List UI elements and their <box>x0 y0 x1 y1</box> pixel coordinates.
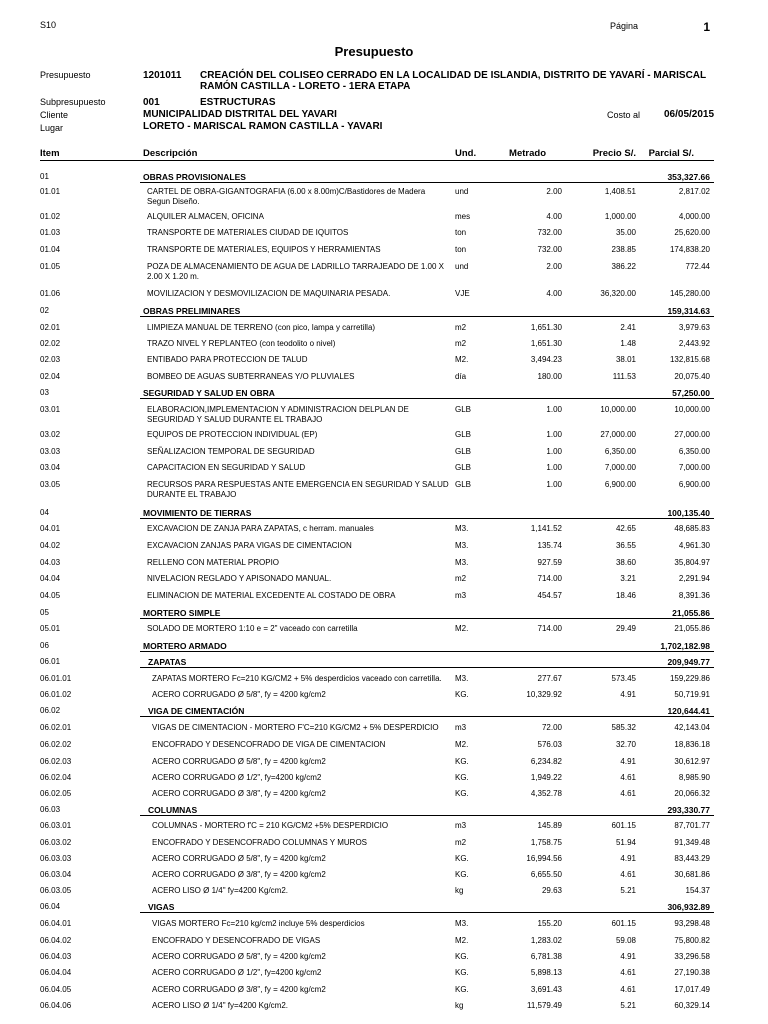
cell-item: 01.02 <box>40 212 61 221</box>
cell-precio: 238.85 <box>611 245 636 254</box>
cell-item: 06.04.04 <box>40 968 72 977</box>
cell-item: 03.01 <box>40 405 61 414</box>
cell-item: 06.01 <box>40 657 61 666</box>
cell-item: 06.03.02 <box>40 838 72 847</box>
cell-descripcion: VIGAS <box>148 902 175 912</box>
cell-descripcion: ACERO CORRUGADO Ø 5/8", fy = 4200 kg/cm2 <box>152 690 326 699</box>
cell-parcial: 174,838.20 <box>669 245 710 254</box>
cell-precio: 36.55 <box>615 541 636 550</box>
cell-descripcion: ACERO CORRUGADO Ø 3/8", fy = 4200 kg/cm2 <box>152 985 326 994</box>
cell-metrado: 180.00 <box>537 372 562 381</box>
cell-descripcion: NIVELACION REGLADO Y APISONADO MANUAL. <box>147 574 332 583</box>
cell-item: 06.03.03 <box>40 854 72 863</box>
group-underline <box>140 815 714 816</box>
cell-metrado: 5,898.13 <box>530 968 562 977</box>
cell-item: 05 <box>40 608 49 617</box>
cell-item: 06 <box>40 641 49 650</box>
cell-metrado: 16,994.56 <box>526 854 562 863</box>
cell-und: m3 <box>455 723 467 732</box>
cell-metrado: 2.00 <box>546 262 562 271</box>
cell-metrado: 155.20 <box>537 919 562 928</box>
cell-descripcion: EQUIPOS DE PROTECCION INDIVIDUAL (EP) <box>147 430 318 439</box>
column-header-descripcion: Descripción <box>143 148 198 159</box>
column-header-precio: Precio S/. <box>592 148 636 159</box>
cell-descripcion: TRANSPORTE DE MATERIALES CIUDAD DE IQUITOS <box>147 228 349 237</box>
column-header-item: Item <box>40 148 60 159</box>
cell-und: m2 <box>455 339 467 348</box>
group-underline <box>140 182 714 183</box>
cell-item: 03.02 <box>40 430 61 439</box>
cell-precio: 4.61 <box>620 968 636 977</box>
cell-item: 02 <box>40 306 49 315</box>
cell-und: M2. <box>455 355 469 364</box>
cell-parcial: 293,330.77 <box>667 805 710 815</box>
cell-precio: 29.49 <box>615 624 636 633</box>
cell-descripcion: ENCOFRADO Y DESENCOFRADO DE VIGAS <box>152 936 321 945</box>
group-underline <box>140 716 714 717</box>
cell-item: 06.02.04 <box>40 773 72 782</box>
cell-item: 06.03.05 <box>40 886 72 895</box>
cell-precio: 6,900.00 <box>604 480 636 489</box>
group-underline <box>140 651 714 652</box>
cell-parcial: 60,329.14 <box>674 1001 710 1010</box>
cell-parcial: 50,719.91 <box>674 690 710 699</box>
cell-precio: 386.22 <box>611 262 636 271</box>
cell-precio: 4.91 <box>620 690 636 699</box>
column-header-parcial: Parcial S/. <box>648 148 694 159</box>
cell-und: mes <box>455 212 471 221</box>
cell-descripcion: OBRAS PROVISIONALES <box>143 172 246 182</box>
cliente-value: MUNICIPALIDAD DISTRITAL DEL YAVARI <box>143 109 337 120</box>
cell-metrado: 11,579.49 <box>527 1001 562 1010</box>
cell-metrado: 714.00 <box>537 624 562 633</box>
cell-item: 06.01.01 <box>40 674 72 683</box>
cell-item: 06.03.01 <box>40 821 72 830</box>
group-underline <box>140 667 714 668</box>
cell-descripcion: RECURSOS PARA RESPUESTAS ANTE EMERGENCIA EN SEGURIDAD Y SALUD DURANTE EL TRABAJO <box>147 480 449 499</box>
cell-descripcion: BOMBEO DE AGUAS SUBTERRANEAS Y/O PLUVIALES <box>147 372 355 381</box>
cell-precio: 36,320.00 <box>600 289 636 298</box>
cell-precio: 4.91 <box>620 757 636 766</box>
cell-metrado: 927.59 <box>537 558 562 567</box>
cell-metrado: 1.00 <box>546 430 562 439</box>
cell-parcial: 2,291.94 <box>678 574 710 583</box>
cell-precio: 27,000.00 <box>600 430 636 439</box>
cell-precio: 51.94 <box>615 838 636 847</box>
cell-precio: 4.61 <box>620 870 636 879</box>
cell-parcial: 57,250.00 <box>672 388 710 398</box>
cell-precio: 18.46 <box>615 591 636 600</box>
cell-descripcion: ENCOFRADO Y DESENCOFRADO COLUMNAS Y MUROS <box>152 838 367 847</box>
cell-und: m3 <box>455 821 467 830</box>
cell-item: 03 <box>40 388 49 397</box>
cell-parcial: 154.37 <box>685 886 710 895</box>
cell-item: 02.01 <box>40 323 61 332</box>
cell-descripcion: SEÑALIZACION TEMPORAL DE SEGURIDAD <box>147 447 315 456</box>
cell-descripcion: CAPACITACION EN SEGURIDAD Y SALUD <box>147 463 306 472</box>
cell-precio: 4.91 <box>620 854 636 863</box>
presupuesto-label: Presupuesto <box>40 70 91 80</box>
cell-metrado: 3,691.43 <box>530 985 562 994</box>
lugar-label: Lugar <box>40 123 64 133</box>
cell-parcial: 6,900.00 <box>678 480 710 489</box>
cell-und: m2 <box>455 574 467 583</box>
cell-metrado: 6,234.82 <box>530 757 562 766</box>
cell-metrado: 3,494.23 <box>530 355 562 364</box>
cell-descripcion: EXCAVACION ZANJAS PARA VIGAS DE CIMENTACION <box>147 541 352 550</box>
cell-parcial: 772.44 <box>685 262 710 271</box>
cell-und: GLB <box>455 463 472 472</box>
cell-parcial: 27,190.38 <box>674 968 710 977</box>
cell-descripcion: ACERO LISO Ø 1/4" fy=4200 Kg/cm2. <box>152 886 289 895</box>
cell-item: 06.02 <box>40 706 61 715</box>
cell-und: m2 <box>455 838 467 847</box>
cell-parcial: 8,391.36 <box>678 591 710 600</box>
cell-descripcion: ZAPATAS <box>148 657 187 667</box>
cell-descripcion: EXCAVACION DE ZANJA PARA ZAPATAS, c herram. manuales <box>147 524 374 533</box>
cell-descripcion: ACERO CORRUGADO Ø 1/2", fy=4200 kg/cm2 <box>152 773 322 782</box>
cell-descripcion: ACERO CORRUGADO Ø 5/8", fy = 4200 kg/cm2 <box>152 952 326 961</box>
cell-descripcion: VIGAS DE CIMENTACION - MORTERO F'C=210 KG/CM2 + 5% DESPERDICIO <box>152 723 439 732</box>
cell-item: 06.04.03 <box>40 952 72 961</box>
cell-metrado: 1,283.02 <box>530 936 562 945</box>
cell-parcial: 87,701.77 <box>674 821 710 830</box>
cell-und: M2. <box>455 624 469 633</box>
cell-und: KG. <box>455 985 469 994</box>
cell-descripcion: MOVIMIENTO DE TIERRAS <box>143 508 252 518</box>
cell-metrado: 145.89 <box>537 821 562 830</box>
cell-item: 01 <box>40 172 49 181</box>
cell-und: KG. <box>455 690 469 699</box>
cell-precio: 38.01 <box>615 355 636 364</box>
cell-und: día <box>455 372 467 381</box>
cell-metrado: 277.67 <box>537 674 562 683</box>
cell-parcial: 93,298.48 <box>674 919 710 928</box>
cell-precio: 7,000.00 <box>604 463 636 472</box>
cell-descripcion: MORTERO ARMADO <box>143 641 227 651</box>
cell-und: KG. <box>455 789 469 798</box>
cell-item: 03.05 <box>40 480 61 489</box>
group-underline <box>140 316 714 317</box>
page-number: 1 <box>703 20 710 34</box>
cell-descripcion: VIGA DE CIMENTACIÓN <box>148 706 245 716</box>
cell-und: GLB <box>455 480 472 489</box>
cell-precio: 1,408.51 <box>604 187 636 196</box>
cell-precio: 10,000.00 <box>600 405 636 414</box>
cell-und: m3 <box>455 591 467 600</box>
cell-precio: 4.61 <box>620 985 636 994</box>
cell-und: und <box>455 262 469 271</box>
cell-und: kg <box>455 1001 464 1010</box>
cell-item: 06.04.01 <box>40 919 72 928</box>
cell-parcial: 25,620.00 <box>674 228 710 237</box>
cell-metrado: 4,352.78 <box>530 789 562 798</box>
page-label: Página <box>610 21 639 31</box>
cell-descripcion: COLUMNAS <box>148 805 198 815</box>
cell-und: M3. <box>455 524 469 533</box>
cell-parcial: 132,815.68 <box>669 355 710 364</box>
cell-descripcion: ACERO CORRUGADO Ø 5/8", fy = 4200 kg/cm2 <box>152 757 326 766</box>
cell-item: 06.04.02 <box>40 936 72 945</box>
cell-und: VJE <box>455 289 470 298</box>
cell-parcial: 209,949.77 <box>667 657 710 667</box>
cell-metrado: 29.63 <box>541 886 562 895</box>
cell-metrado: 1.00 <box>546 463 562 472</box>
cell-parcial: 6,350.00 <box>678 447 710 456</box>
cell-precio: 38.60 <box>615 558 636 567</box>
cell-precio: 601.15 <box>611 821 636 830</box>
cell-parcial: 306,932.89 <box>667 902 710 912</box>
cell-precio: 5.21 <box>620 886 636 895</box>
cell-und: GLB <box>455 447 472 456</box>
cell-metrado: 1,651.30 <box>530 339 562 348</box>
group-underline <box>140 618 714 619</box>
cell-item: 06.02.02 <box>40 740 72 749</box>
cell-parcial: 17,017.49 <box>674 985 710 994</box>
subpresupuesto-label: Subpresupuesto <box>40 97 106 107</box>
cell-metrado: 6,655.50 <box>530 870 562 879</box>
cell-parcial: 75,800.82 <box>674 936 710 945</box>
cell-precio: 585.32 <box>611 723 636 732</box>
cell-descripcion: RELLENO CON MATERIAL PROPIO <box>147 558 280 567</box>
cell-precio: 32.70 <box>615 740 636 749</box>
cell-item: 04.05 <box>40 591 61 600</box>
cell-und: KG. <box>455 968 469 977</box>
cell-metrado: 576.03 <box>537 740 562 749</box>
cell-und: M3. <box>455 919 469 928</box>
cell-und: KG. <box>455 870 469 879</box>
cell-precio: 1,000.00 <box>604 212 636 221</box>
cell-und: ton <box>455 245 467 254</box>
cell-metrado: 732.00 <box>537 228 562 237</box>
group-underline <box>140 398 714 399</box>
cell-metrado: 714.00 <box>537 574 562 583</box>
cell-und: M3. <box>455 558 469 567</box>
cell-descripcion: VIGAS MORTERO Fc=210 kg/cm2 incluye 5% desperdicios <box>152 919 365 928</box>
cell-metrado: 454.57 <box>537 591 562 600</box>
cell-und: KG. <box>455 854 469 863</box>
cell-metrado: 4.00 <box>546 212 562 221</box>
cell-item: 06.04 <box>40 902 61 911</box>
cell-metrado: 6,781.38 <box>530 952 562 961</box>
cell-precio: 111.53 <box>612 372 636 381</box>
cell-descripcion: ENCOFRADO Y DESENCOFRADO DE VIGA DE CIMENTACION <box>152 740 386 749</box>
report-code: S10 <box>40 20 57 30</box>
cell-descripcion: ALQUILER ALMACEN, OFICINA <box>147 212 264 221</box>
cell-parcial: 30,612.97 <box>674 757 710 766</box>
cell-metrado: 1,949.22 <box>530 773 562 782</box>
cell-parcial: 145,280.00 <box>669 289 710 298</box>
cell-parcial: 20,066.32 <box>674 789 710 798</box>
cell-und: KG. <box>455 773 469 782</box>
column-header-und: Und. <box>455 148 477 159</box>
cell-item: 04.01 <box>40 524 61 533</box>
cell-descripcion: ELABORACION,IMPLEMENTACION Y ADMINISTRACION DELPLAN DE SEGURIDAD Y SALUD DURANTE EL TRABAJO <box>147 405 409 424</box>
cell-descripcion: OBRAS PRELIMINARES <box>143 306 241 316</box>
presupuesto-code: 1201011 <box>143 70 182 81</box>
cell-parcial: 33,296.58 <box>674 952 710 961</box>
cell-precio: 601.15 <box>611 919 636 928</box>
cell-descripcion: TRANSPORTE DE MATERIALES, EQUIPOS Y HERRAMIENTAS <box>147 245 381 254</box>
cell-item: 01.05 <box>40 262 61 271</box>
cell-parcial: 18,836.18 <box>674 740 710 749</box>
cell-descripcion: ENTIBADO PARA PROTECCION DE TALUD <box>147 355 308 364</box>
cell-metrado: 1.00 <box>546 480 562 489</box>
cell-und: KG. <box>455 952 469 961</box>
cell-precio: 1.48 <box>620 339 636 348</box>
cell-metrado: 1,141.52 <box>530 524 562 533</box>
cell-und: GLB <box>455 405 472 414</box>
lugar-value: LORETO - MARISCAL RAMON CASTILLA - YAVARI <box>143 121 383 132</box>
cell-und: M2. <box>455 936 469 945</box>
costo-label: Costo al <box>607 110 641 120</box>
cell-item: 06.01.02 <box>40 690 72 699</box>
cell-precio: 6,350.00 <box>604 447 636 456</box>
presupuesto-description: CREACIÓN DEL COLISEO CERRADO EN LA LOCALIDAD DE ISLANDIA, DISTRITO DE YAVARÍ - MARISCAL RAMÓN CASTILLA - LORETO - 1ERA ETAPA <box>200 70 706 92</box>
cell-item: 04.04 <box>40 574 61 583</box>
cell-item: 03.04 <box>40 463 61 472</box>
cell-metrado: 10,329.92 <box>526 690 562 699</box>
cell-metrado: 1.00 <box>546 405 562 414</box>
cell-parcial: 159,229.86 <box>669 674 710 683</box>
cell-precio: 5.21 <box>620 1001 636 1010</box>
cell-parcial: 27,000.00 <box>674 430 710 439</box>
cell-descripcion: ACERO CORRUGADO Ø 3/8", fy = 4200 kg/cm2 <box>152 789 326 798</box>
cell-metrado: 1,758.75 <box>530 838 562 847</box>
cell-precio: 42.65 <box>615 524 636 533</box>
cell-descripcion: ACERO CORRUGADO Ø 1/2", fy=4200 kg/cm2 <box>152 968 322 977</box>
cell-descripcion: ACERO CORRUGADO Ø 5/8", fy = 4200 kg/cm2 <box>152 854 326 863</box>
cell-metrado: 1,651.30 <box>530 323 562 332</box>
cell-descripcion: CARTEL DE OBRA-GIGANTOGRAFIA (6.00 x 8.00m)C/Bastidores de Madera Segun Diseño. <box>147 187 426 206</box>
subpresupuesto-description: ESTRUCTURAS <box>200 97 276 108</box>
cell-item: 06.02.03 <box>40 757 72 766</box>
cell-metrado: 2.00 <box>546 187 562 196</box>
cell-parcial: 1,702,182.98 <box>660 641 710 651</box>
cell-item: 06.04.06 <box>40 1001 72 1010</box>
cell-parcial: 100,135.40 <box>667 508 710 518</box>
cell-parcial: 21,055.86 <box>674 624 710 633</box>
cell-item: 06.03.04 <box>40 870 72 879</box>
cell-precio: 4.61 <box>620 789 636 798</box>
cell-descripcion: ZAPATAS MORTERO Fc=210 KG/CM2 + 5% desperdicios vaceado con carretilla. <box>152 674 442 683</box>
cell-parcial: 353,327.66 <box>667 172 710 182</box>
cell-parcial: 8,985.90 <box>678 773 710 782</box>
cell-und: ton <box>455 228 467 237</box>
cell-descripcion: SOLADO DE MORTERO 1:10 e = 2" vaceado con carretilla <box>147 624 358 633</box>
cell-parcial: 83,443.29 <box>674 854 710 863</box>
cell-item: 01.01 <box>40 187 61 196</box>
cell-und: m2 <box>455 323 467 332</box>
cell-descripcion: MOVILIZACION Y DESMOVILIZACION DE MAQUINARIA PESADA. <box>147 289 391 298</box>
cell-und: M3. <box>455 541 469 550</box>
cell-metrado: 135.74 <box>537 541 562 550</box>
cell-item: 01.03 <box>40 228 61 237</box>
cell-item: 02.04 <box>40 372 61 381</box>
cell-parcial: 48,685.83 <box>674 524 710 533</box>
cell-parcial: 4,000.00 <box>678 212 710 221</box>
cell-item: 04.02 <box>40 541 61 550</box>
cell-item: 06.03 <box>40 805 61 814</box>
cliente-label: Cliente <box>40 110 69 120</box>
cell-item: 01.04 <box>40 245 61 254</box>
cell-item: 04 <box>40 508 49 517</box>
cell-precio: 3.21 <box>620 574 636 583</box>
cell-precio: 59.08 <box>615 936 636 945</box>
cell-parcial: 42,143.04 <box>674 723 710 732</box>
cell-item: 01.06 <box>40 289 61 298</box>
cell-parcial: 21,055.86 <box>672 608 710 618</box>
cell-parcial: 20,075.40 <box>674 372 710 381</box>
group-underline <box>140 518 714 519</box>
cell-item: 02.02 <box>40 339 61 348</box>
cell-item: 04.03 <box>40 558 61 567</box>
cell-parcial: 159,314.63 <box>667 306 710 316</box>
cell-descripcion: POZA DE ALMACENAMIENTO DE AGUA DE LADRILLO TARRAJEADO DE 1.00 X 2.00 X 1.20 m. <box>147 262 444 281</box>
cell-und: M3. <box>455 674 469 683</box>
cell-parcial: 30,681.86 <box>674 870 710 879</box>
cell-descripcion: SEGURIDAD Y SALUD EN OBRA <box>143 388 275 398</box>
group-underline <box>140 912 714 913</box>
cell-item: 06.02.05 <box>40 789 72 798</box>
cell-precio: 4.61 <box>620 773 636 782</box>
cell-parcial: 2,817.02 <box>678 187 710 196</box>
column-header-metrado: Metrado <box>509 148 546 159</box>
cell-und: kg <box>455 886 464 895</box>
cell-precio: 4.91 <box>620 952 636 961</box>
cell-parcial: 35,804.97 <box>674 558 710 567</box>
cell-parcial: 120,644.41 <box>667 706 710 716</box>
cell-item: 02.03 <box>40 355 61 364</box>
cell-item: 06.02.01 <box>40 723 72 732</box>
cell-metrado: 1.00 <box>546 447 562 456</box>
cell-parcial: 3,979.63 <box>678 323 710 332</box>
cell-precio: 35.00 <box>615 228 636 237</box>
cell-und: GLB <box>455 430 472 439</box>
cell-precio: 573.45 <box>611 674 636 683</box>
page-title: Presupuesto <box>334 44 414 59</box>
cell-item: 06.04.05 <box>40 985 72 994</box>
cell-descripcion: COLUMNAS - MORTERO f'C = 210 KG/CM2 +5% DESPERDICIO <box>152 821 389 830</box>
subpresupuesto-code: 001 <box>143 97 160 108</box>
cell-item: 05.01 <box>40 624 61 633</box>
cell-descripcion: MORTERO SIMPLE <box>143 608 221 618</box>
cell-parcial: 10,000.00 <box>674 405 710 414</box>
cell-parcial: 7,000.00 <box>678 463 710 472</box>
costo-date: 06/05/2015 <box>664 109 715 120</box>
cell-item: 03.03 <box>40 447 61 456</box>
cell-descripcion: ELIMINACION DE MATERIAL EXCEDENTE AL COSTADO DE OBRA <box>147 591 396 600</box>
cell-descripcion: LIMPIEZA MANUAL DE TERRENO (con pico, lampa y carretilla) <box>147 323 376 332</box>
cell-parcial: 2,443.92 <box>678 339 710 348</box>
cell-descripcion: ACERO CORRUGADO Ø 3/8", fy = 4200 kg/cm2 <box>152 870 326 879</box>
header-rule <box>40 160 714 161</box>
cell-metrado: 732.00 <box>537 245 562 254</box>
cell-metrado: 4.00 <box>546 289 562 298</box>
cell-parcial: 4,961.30 <box>678 541 710 550</box>
cell-und: KG. <box>455 757 469 766</box>
cell-descripcion: TRAZO NIVEL Y REPLANTEO (con teodolito o nivel) <box>147 339 336 348</box>
cell-und: und <box>455 187 469 196</box>
cell-descripcion: ACERO LISO Ø 1/4" fy=4200 Kg/cm2. <box>152 1001 289 1010</box>
cell-precio: 2.41 <box>620 323 636 332</box>
cell-parcial: 91,349.48 <box>674 838 710 847</box>
cell-metrado: 72.00 <box>541 723 562 732</box>
cell-und: M2. <box>455 740 469 749</box>
